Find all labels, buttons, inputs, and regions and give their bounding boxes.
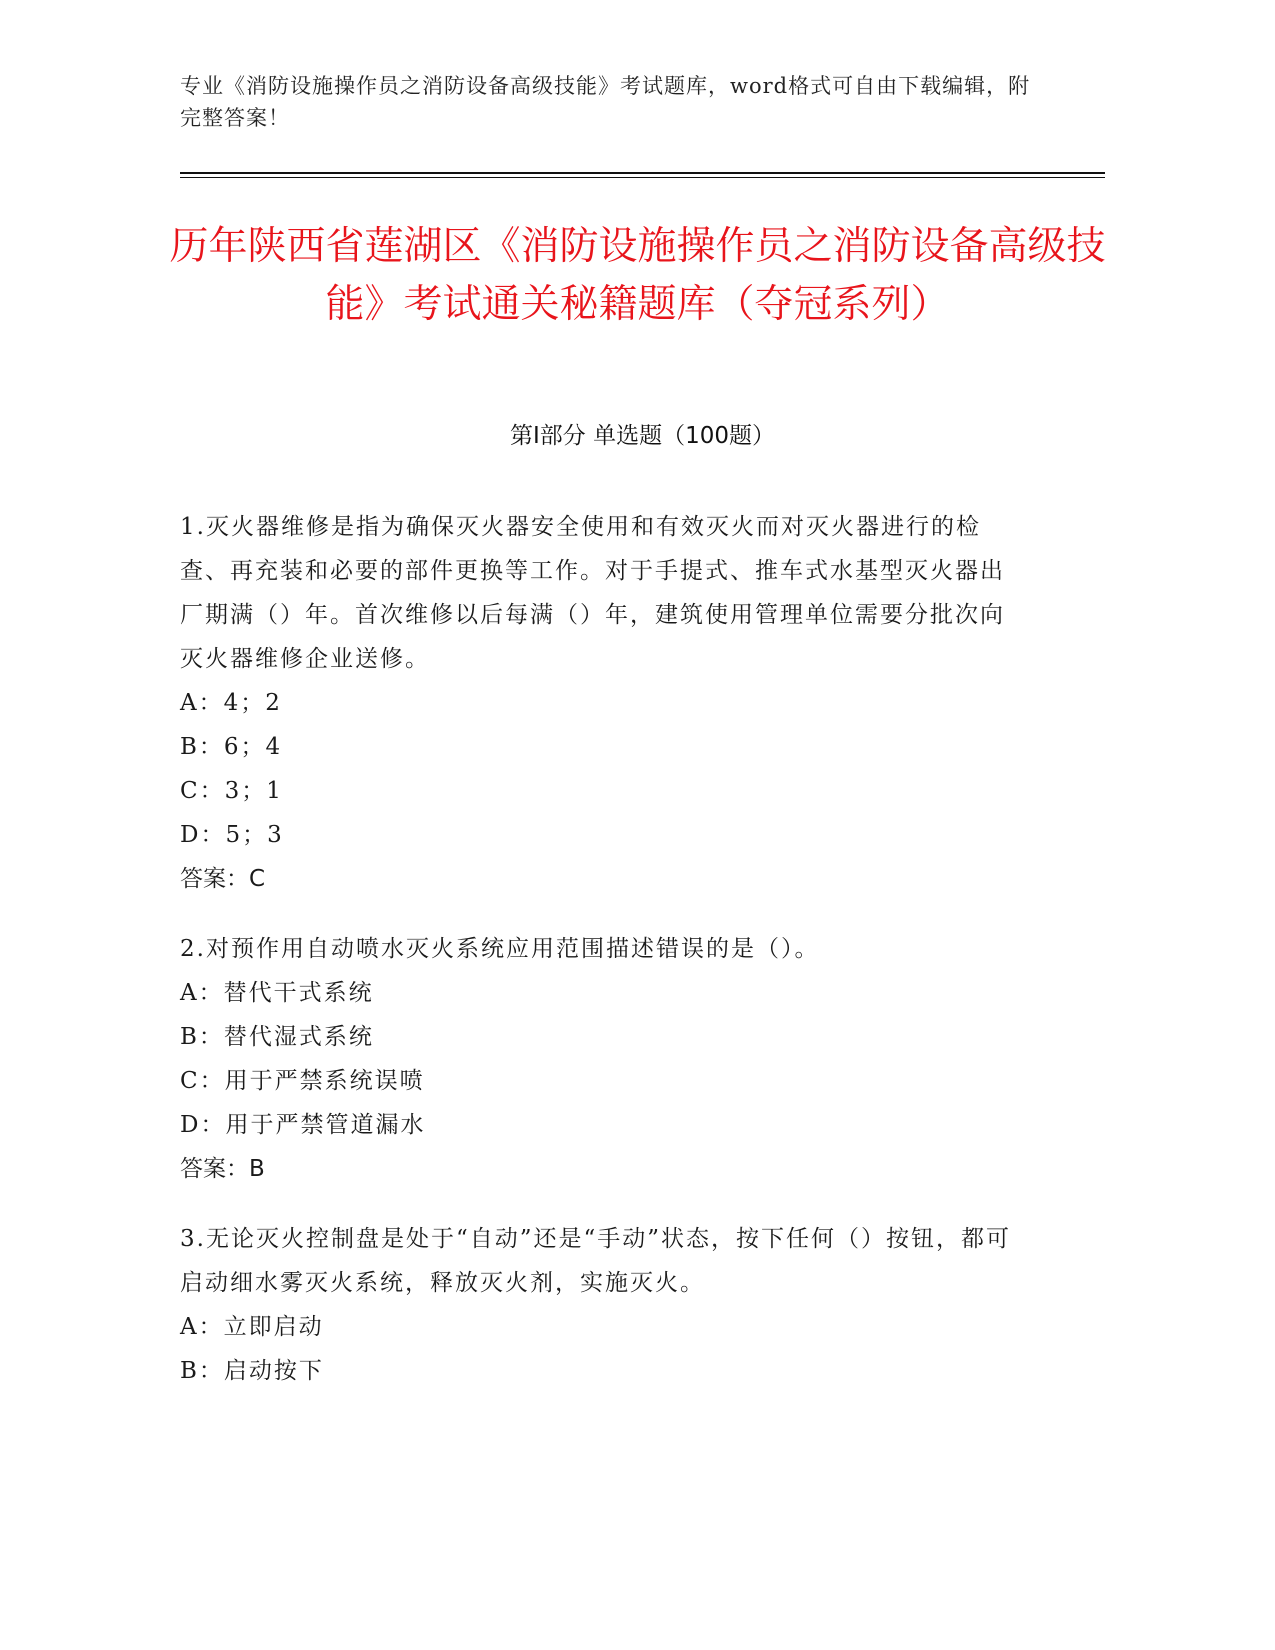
document-title: 历年陕西省莲湖区《消防设施操作员之消防设备高级技能》考试通关秘籍题库（夺冠系列） (169, 224, 1106, 327)
header-divider-thin (180, 177, 1105, 178)
question-stem: 1.灭火器维修是指为确保灭火器安全使用和有效灭火而对灭火器进行的检查、再充装和必要的部件更换等工作。对于手提式、推车式水基型灭火器出厂期满（）年。首次维修以后每满（）年，建筑使用管理单位需要分批次向灭火器维修企业送修。 (180, 514, 1005, 672)
option-a: A：替代干式系统 (180, 980, 374, 1006)
question-stem: 2.对预作用自动喷水灭火系统应用范围描述错误的是（）。 (180, 936, 820, 962)
header-divider-thick (180, 172, 1105, 174)
section-title: 第Ⅰ部分 单选题（100题） (510, 423, 775, 449)
question-1 (180, 505, 1020, 901)
answer: 答案：C (180, 866, 266, 892)
option-c: C：3；1 (180, 778, 283, 804)
option-c: C：用于严禁系统误喷 (180, 1068, 425, 1094)
answer: 答案：B (180, 1156, 265, 1182)
header-note: 专业《消防设施操作员之消防设备高级技能》考试题库，word格式可自由下载编辑，附完整答案！ (180, 74, 1031, 130)
option-b: B：6；4 (180, 734, 283, 760)
question-3 (180, 1217, 1020, 1393)
option-a: A：4；2 (180, 690, 282, 716)
option-b: B：启动按下 (180, 1358, 324, 1384)
question-stem: 3.无论灭火控制盘是处于“自动”还是“手动”状态，按下任何（）按钮，都可启动细水雾灭火系统，释放灭火剂，实施灭火。 (180, 1226, 1011, 1296)
option-b: B：替代湿式系统 (180, 1024, 374, 1050)
question-2 (180, 927, 1020, 1191)
option-d: D：5；3 (180, 822, 284, 848)
question-list (180, 505, 1020, 1419)
option-d: D：用于严禁管道漏水 (180, 1112, 426, 1138)
option-a: A：立即启动 (180, 1314, 324, 1340)
